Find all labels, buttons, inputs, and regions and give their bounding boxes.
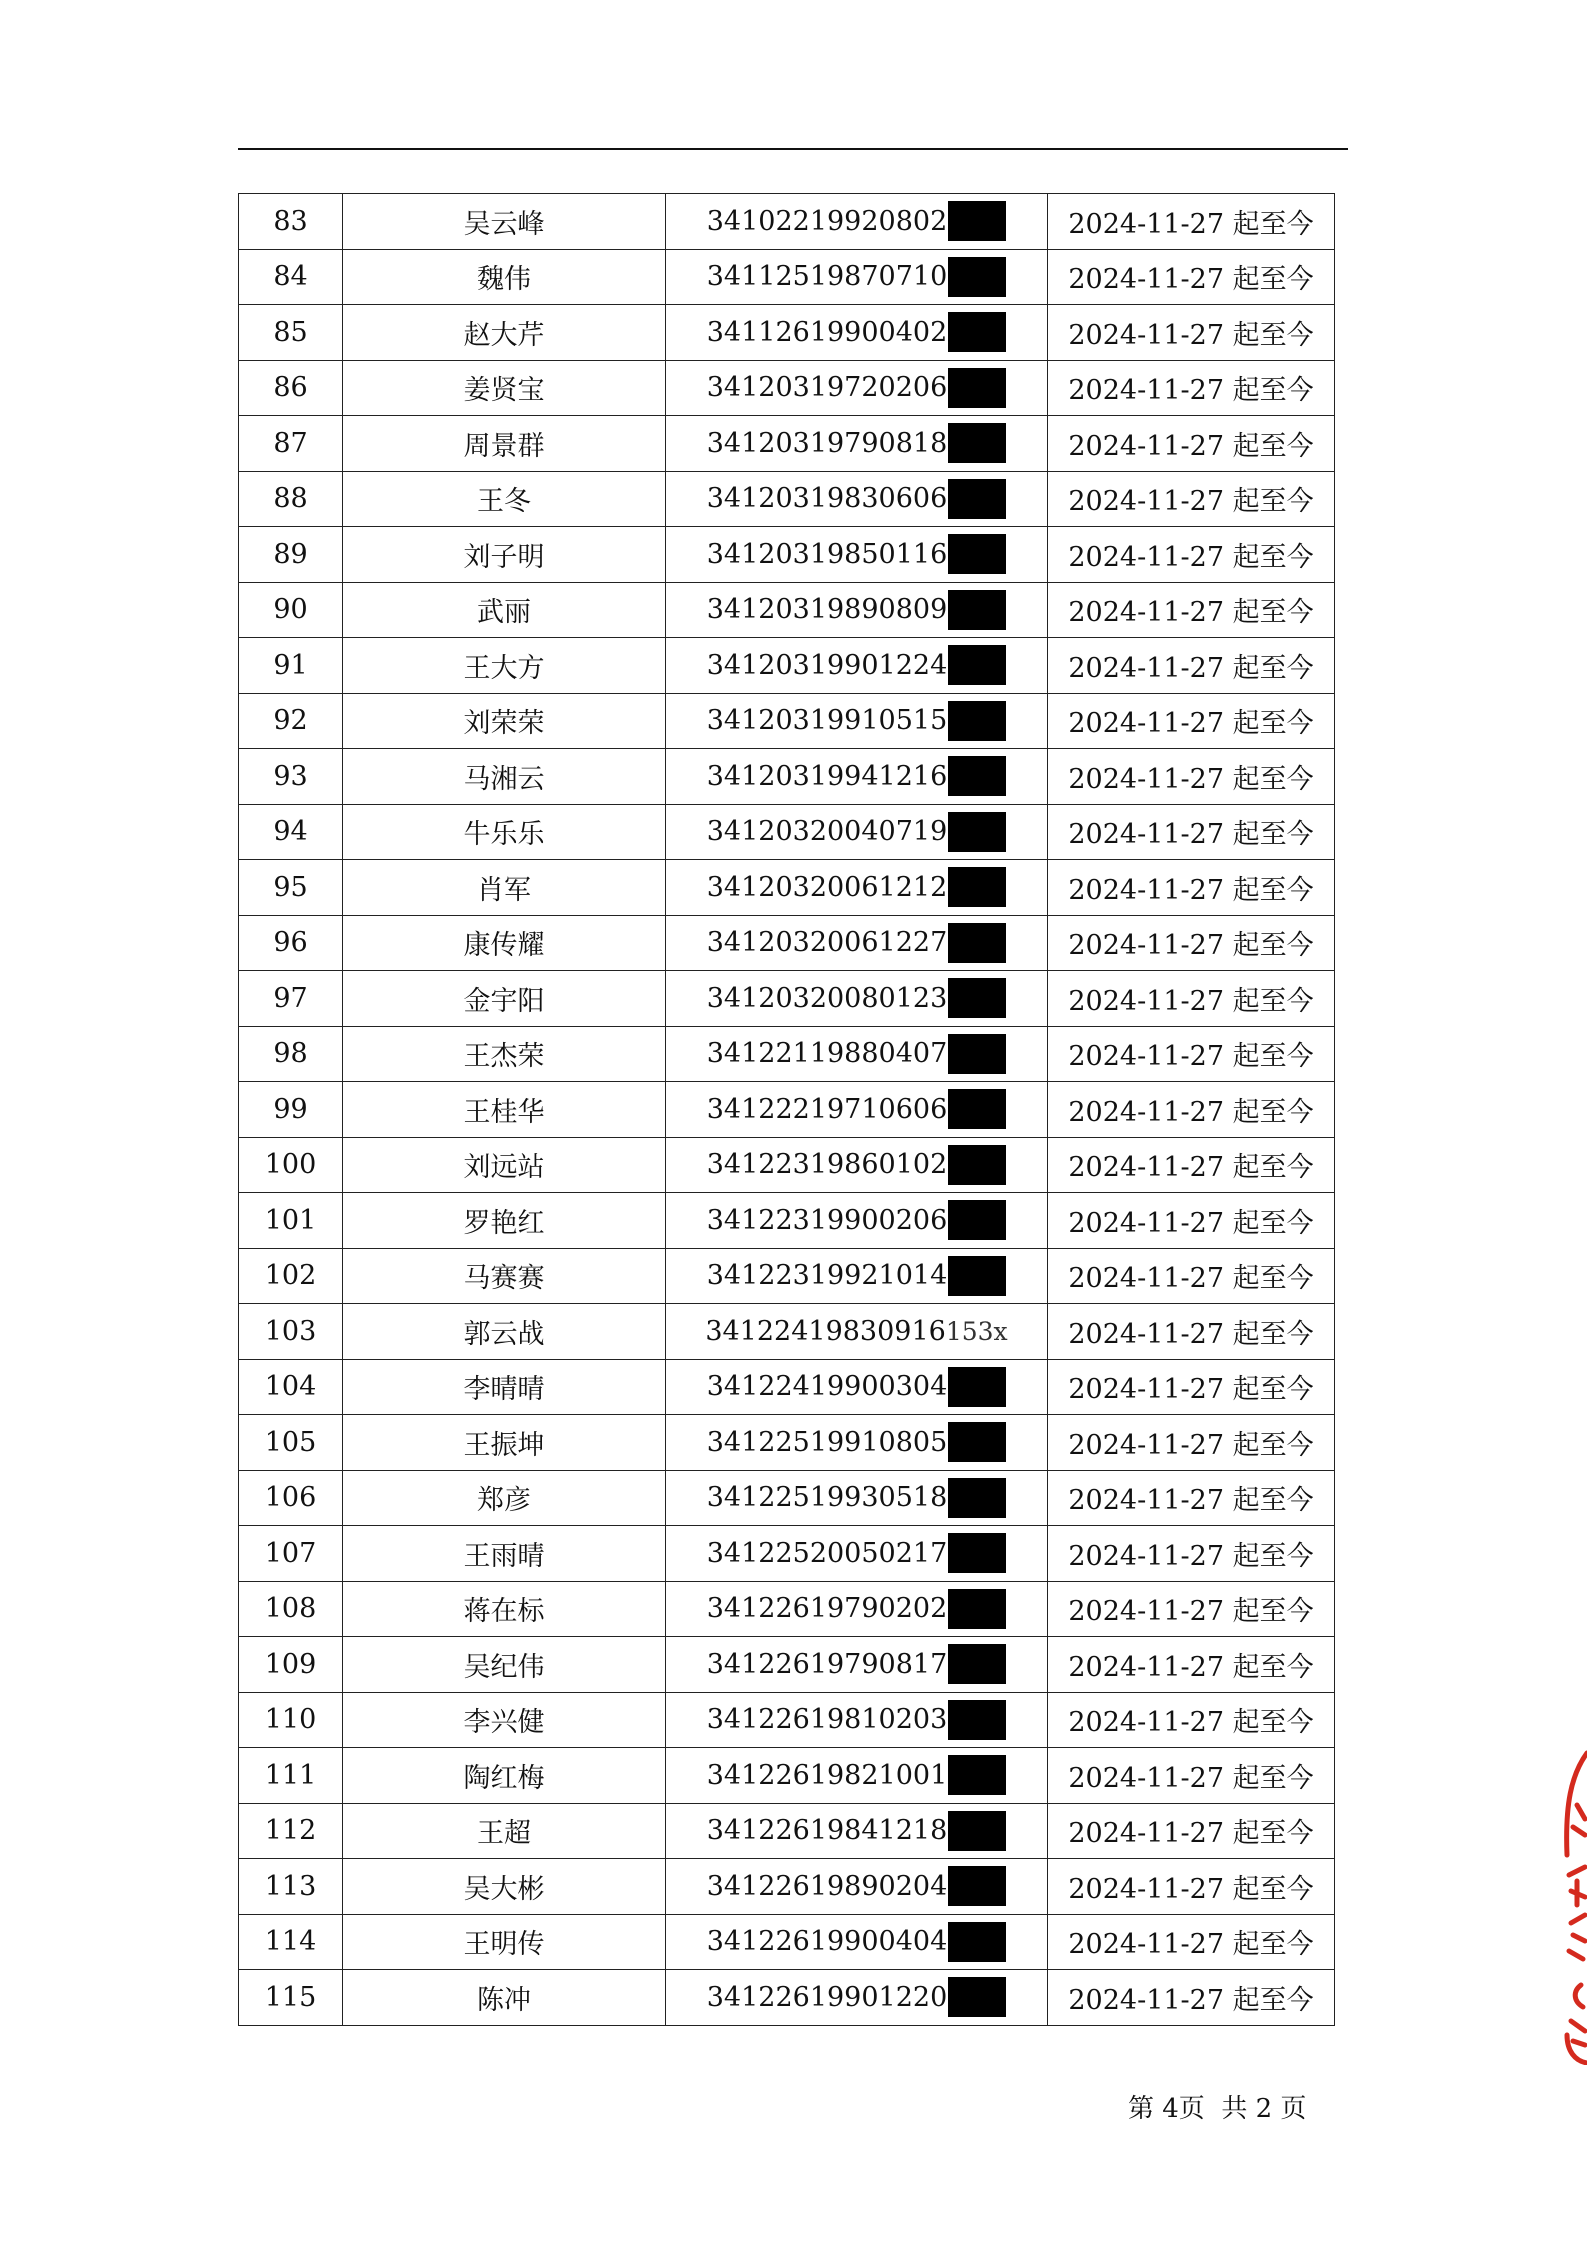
table-row xyxy=(239,582,1335,638)
row-number-cell: 84 xyxy=(239,249,343,305)
period-cell: 2024-11-27 起至今 xyxy=(1048,749,1335,805)
id-number-prefix: 34122519910805 xyxy=(706,1426,948,1458)
row-number-cell: 100 xyxy=(239,1137,343,1193)
period-cell: 2024-11-27 起至今 xyxy=(1048,1803,1335,1859)
id-number xyxy=(707,1478,1007,1518)
roster-body xyxy=(239,194,1335,2026)
table-row xyxy=(239,860,1335,916)
id-number-cell xyxy=(666,915,1048,971)
id-number-prefix: 34122619821001 xyxy=(706,1759,948,1791)
period-cell: 2024-11-27 起至今 xyxy=(1048,915,1335,971)
id-number-cell xyxy=(666,1026,1048,1082)
id-number-cell xyxy=(666,971,1048,1027)
redaction-block xyxy=(948,1145,1006,1185)
table-row xyxy=(239,693,1335,749)
name-cell: 牛乐乐 xyxy=(343,804,666,860)
id-number-prefix: 34122319900206 xyxy=(706,1204,948,1236)
id-number-prefix: 34122520050217 xyxy=(706,1537,948,1569)
id-number-cell xyxy=(666,1415,1048,1471)
name-cell: 刘远站 xyxy=(343,1137,666,1193)
seal-mark-4 xyxy=(1575,1985,1583,2007)
redaction-block xyxy=(948,978,1006,1018)
period-cell: 2024-11-27 起至今 xyxy=(1048,1193,1335,1249)
name-cell: 康传耀 xyxy=(343,915,666,971)
id-number-prefix: 34120319941216 xyxy=(706,760,948,792)
id-number xyxy=(707,978,1007,1018)
row-number-cell: 102 xyxy=(239,1248,343,1304)
id-number-cell xyxy=(666,1637,1048,1693)
name-cell: 郑彦 xyxy=(343,1470,666,1526)
id-number-prefix: 34120320061227 xyxy=(706,927,948,959)
id-number-prefix: 34120320061212 xyxy=(706,871,948,903)
period-cell: 2024-11-27 起至今 xyxy=(1048,1692,1335,1748)
table-row xyxy=(239,1470,1335,1526)
name-cell: 罗艳红 xyxy=(343,1193,666,1249)
id-number xyxy=(707,1367,1007,1407)
id-number-cell xyxy=(666,1304,1048,1360)
table-row xyxy=(239,1137,1335,1193)
seal-stamp-icon xyxy=(1559,1745,1587,2065)
table-row xyxy=(239,1248,1335,1304)
row-number-cell: 96 xyxy=(239,915,343,971)
row-number-cell: 101 xyxy=(239,1193,343,1249)
table-row xyxy=(239,1359,1335,1415)
id-number xyxy=(707,1866,1007,1906)
id-number-cell xyxy=(666,416,1048,472)
seal-arc-bottom xyxy=(1567,2035,1587,2063)
redaction-block xyxy=(948,1700,1006,1740)
id-number xyxy=(707,1533,1007,1573)
id-number-prefix: 34122619900404 xyxy=(706,1926,948,1958)
period-cell: 2024-11-27 起至今 xyxy=(1048,582,1335,638)
id-number xyxy=(707,923,1007,963)
id-number-cell xyxy=(666,1859,1048,1915)
period-cell: 2024-11-27 起至今 xyxy=(1048,1970,1335,2026)
redaction-block xyxy=(948,1256,1006,1296)
redaction-block xyxy=(948,1866,1006,1906)
table-row xyxy=(239,1692,1335,1748)
redaction-block xyxy=(948,645,1006,685)
id-number-cell xyxy=(666,638,1048,694)
row-number-cell: 87 xyxy=(239,416,343,472)
name-cell: 李晴晴 xyxy=(343,1359,666,1415)
id-number-cell xyxy=(666,1359,1048,1415)
row-number-cell: 107 xyxy=(239,1526,343,1582)
id-number xyxy=(707,479,1007,519)
table-row xyxy=(239,804,1335,860)
id-number xyxy=(707,1200,1007,1240)
period-cell: 2024-11-27 起至今 xyxy=(1048,249,1335,305)
id-number xyxy=(707,368,1007,408)
id-number-cell xyxy=(666,1914,1048,1970)
table-row xyxy=(239,194,1335,250)
redaction-block xyxy=(948,1644,1006,1684)
id-number-cell xyxy=(666,1470,1048,1526)
table-row xyxy=(239,1415,1335,1471)
name-cell: 吴纪伟 xyxy=(343,1637,666,1693)
period-cell: 2024-11-27 起至今 xyxy=(1048,1581,1335,1637)
id-number-cell xyxy=(666,471,1048,527)
id-number xyxy=(707,867,1007,907)
table-row xyxy=(239,1970,1335,2026)
table-row xyxy=(239,305,1335,361)
period-cell: 2024-11-27 起至今 xyxy=(1048,804,1335,860)
name-cell: 王明传 xyxy=(343,1914,666,1970)
id-number-prefix: 34112619900402 xyxy=(706,316,948,348)
name-cell: 刘荣荣 xyxy=(343,693,666,749)
id-number xyxy=(707,812,1007,852)
row-number-cell: 105 xyxy=(239,1415,343,1471)
period-cell: 2024-11-27 起至今 xyxy=(1048,1637,1335,1693)
id-number-prefix: 34122119880407 xyxy=(706,1038,948,1070)
id-number-cell xyxy=(666,804,1048,860)
seal-mark-2 xyxy=(1569,1867,1585,1905)
table-row xyxy=(239,527,1335,583)
table-row xyxy=(239,1803,1335,1859)
period-cell: 2024-11-27 起至今 xyxy=(1048,971,1335,1027)
seal-mark-3 xyxy=(1569,1915,1585,1959)
id-number xyxy=(707,534,1007,574)
name-cell: 马赛赛 xyxy=(343,1248,666,1304)
table-row xyxy=(239,1581,1335,1637)
id-number-cell xyxy=(666,693,1048,749)
period-cell: 2024-11-27 起至今 xyxy=(1048,1859,1335,1915)
id-number xyxy=(707,201,1007,241)
redaction-block xyxy=(948,1811,1006,1851)
name-cell: 周景群 xyxy=(343,416,666,472)
seal-mark-1 xyxy=(1573,1805,1585,1835)
id-number-prefix: 34122319921014 xyxy=(706,1260,948,1292)
redaction-block xyxy=(948,1755,1006,1795)
id-number-prefix: 34122519930518 xyxy=(706,1482,948,1514)
id-number-prefix: 34122619790202 xyxy=(706,1593,948,1625)
period-cell: 2024-11-27 起至今 xyxy=(1048,305,1335,361)
id-number xyxy=(707,1256,1007,1296)
redaction-block xyxy=(948,1478,1006,1518)
id-number xyxy=(707,1089,1007,1129)
id-number xyxy=(707,590,1007,630)
row-number-cell: 108 xyxy=(239,1581,343,1637)
period-cell: 2024-11-27 起至今 xyxy=(1048,1026,1335,1082)
id-number-cell xyxy=(666,194,1048,250)
id-number-cell xyxy=(666,1692,1048,1748)
name-cell: 马湘云 xyxy=(343,749,666,805)
row-number-cell: 99 xyxy=(239,1082,343,1138)
id-number-cell xyxy=(666,527,1048,583)
id-number xyxy=(707,1145,1007,1185)
name-cell: 王冬 xyxy=(343,471,666,527)
name-cell: 魏伟 xyxy=(343,249,666,305)
id-number xyxy=(707,1644,1007,1684)
redaction-block xyxy=(948,257,1006,297)
id-number-prefix: 34120320080123 xyxy=(706,982,948,1014)
id-number-prefix: 34120319910515 xyxy=(706,705,948,737)
row-number-cell: 93 xyxy=(239,749,343,805)
period-cell: 2024-11-27 起至今 xyxy=(1048,1748,1335,1804)
id-number xyxy=(707,1589,1007,1629)
redaction-block xyxy=(948,867,1006,907)
id-number xyxy=(705,1316,1007,1347)
table-row xyxy=(239,471,1335,527)
redaction-block xyxy=(948,1367,1006,1407)
name-cell: 王雨晴 xyxy=(343,1526,666,1582)
period-cell: 2024-11-27 起至今 xyxy=(1048,693,1335,749)
period-cell: 2024-11-27 起至今 xyxy=(1048,1470,1335,1526)
id-number-cell xyxy=(666,582,1048,638)
row-number-cell: 109 xyxy=(239,1637,343,1693)
id-number-prefix: 34120319890809 xyxy=(706,594,948,626)
id-number-prefix: 34122619810203 xyxy=(706,1704,948,1736)
id-number xyxy=(707,645,1007,685)
id-number-cell xyxy=(666,305,1048,361)
row-number-cell: 95 xyxy=(239,860,343,916)
row-number-cell: 114 xyxy=(239,1914,343,1970)
table-row xyxy=(239,360,1335,416)
id-number-prefix: 34122619841218 xyxy=(706,1815,948,1847)
name-cell: 陈冲 xyxy=(343,1970,666,2026)
id-number-cell xyxy=(666,1581,1048,1637)
table-row xyxy=(239,416,1335,472)
redaction-block xyxy=(948,1977,1006,2017)
row-number-cell: 85 xyxy=(239,305,343,361)
table-row xyxy=(239,638,1335,694)
period-cell: 2024-11-27 起至今 xyxy=(1048,1526,1335,1582)
period-cell: 2024-11-27 起至今 xyxy=(1048,471,1335,527)
name-cell: 王振坤 xyxy=(343,1415,666,1471)
row-number-cell: 98 xyxy=(239,1026,343,1082)
id-number-cell xyxy=(666,1970,1048,2026)
id-number-cell xyxy=(666,360,1048,416)
period-cell: 2024-11-27 起至今 xyxy=(1048,416,1335,472)
id-number xyxy=(707,1700,1007,1740)
redaction-block xyxy=(948,590,1006,630)
id-number-cell xyxy=(666,749,1048,805)
redaction-block xyxy=(948,756,1006,796)
id-number-prefix: 34122419900304 xyxy=(706,1371,948,1403)
id-number-cell xyxy=(666,1082,1048,1138)
period-cell: 2024-11-27 起至今 xyxy=(1048,527,1335,583)
table-row xyxy=(239,249,1335,305)
table-row xyxy=(239,915,1335,971)
table-row xyxy=(239,1193,1335,1249)
id-number-suffix: 153x xyxy=(945,1316,1008,1346)
row-number-cell: 92 xyxy=(239,693,343,749)
redaction-block xyxy=(948,534,1006,574)
id-number-prefix: 34122219710606 xyxy=(706,1093,948,1125)
name-cell: 金宇阳 xyxy=(343,971,666,1027)
redaction-block xyxy=(948,1533,1006,1573)
id-number-cell xyxy=(666,249,1048,305)
redaction-block xyxy=(948,812,1006,852)
redaction-block xyxy=(948,1922,1006,1962)
row-number-cell: 111 xyxy=(239,1748,343,1804)
table-row xyxy=(239,1859,1335,1915)
seal-stroke-group xyxy=(1567,1753,1587,2063)
period-cell: 2024-11-27 起至今 xyxy=(1048,194,1335,250)
id-number-prefix: 34122619790817 xyxy=(706,1648,948,1680)
id-number-prefix: 34120320040719 xyxy=(706,816,948,848)
redaction-block xyxy=(948,201,1006,241)
id-number xyxy=(707,423,1007,463)
name-cell: 王桂华 xyxy=(343,1082,666,1138)
name-cell: 陶红梅 xyxy=(343,1748,666,1804)
row-number-cell: 88 xyxy=(239,471,343,527)
redaction-block xyxy=(948,1200,1006,1240)
id-number xyxy=(707,1977,1007,2017)
table-row xyxy=(239,1026,1335,1082)
period-cell: 2024-11-27 起至今 xyxy=(1048,1415,1335,1471)
page-number: 第 4页 共 2 页 xyxy=(1128,2094,1307,2124)
row-number-cell: 90 xyxy=(239,582,343,638)
id-number-prefix: 34122319860102 xyxy=(706,1149,948,1181)
redaction-block xyxy=(948,701,1006,741)
id-number xyxy=(707,1034,1007,1074)
name-cell: 赵大芹 xyxy=(343,305,666,361)
period-cell: 2024-11-27 起至今 xyxy=(1048,1359,1335,1415)
table-row xyxy=(239,1914,1335,1970)
name-cell: 刘子明 xyxy=(343,527,666,583)
name-cell: 武丽 xyxy=(343,582,666,638)
id-number-cell xyxy=(666,1526,1048,1582)
id-number-cell xyxy=(666,1803,1048,1859)
name-cell: 李兴健 xyxy=(343,1692,666,1748)
period-cell: 2024-11-27 起至今 xyxy=(1048,1082,1335,1138)
table-row xyxy=(239,1526,1335,1582)
row-number-cell: 112 xyxy=(239,1803,343,1859)
id-number xyxy=(707,1422,1007,1462)
id-number-cell xyxy=(666,1137,1048,1193)
redaction-block xyxy=(948,423,1006,463)
row-number-cell: 86 xyxy=(239,360,343,416)
name-cell: 姜贤宝 xyxy=(343,360,666,416)
redaction-block xyxy=(948,1089,1006,1129)
table-row xyxy=(239,1637,1335,1693)
row-number-cell: 83 xyxy=(239,194,343,250)
table-row xyxy=(239,1304,1335,1360)
redaction-block xyxy=(948,312,1006,352)
id-number xyxy=(707,1922,1007,1962)
period-cell: 2024-11-27 起至今 xyxy=(1048,1304,1335,1360)
id-number-prefix: 34122619890204 xyxy=(706,1870,948,1902)
header-rule xyxy=(238,148,1348,150)
id-number-prefix: 34120319850116 xyxy=(706,538,948,570)
id-number-cell xyxy=(666,860,1048,916)
name-cell: 吴大彬 xyxy=(343,1859,666,1915)
redaction-block xyxy=(948,479,1006,519)
row-number-cell: 104 xyxy=(239,1359,343,1415)
redaction-block xyxy=(948,1034,1006,1074)
redaction-block xyxy=(948,1589,1006,1629)
id-number-prefix: 34120319790818 xyxy=(706,427,948,459)
id-number-prefix: 34122619901220 xyxy=(706,1981,948,2013)
table-row xyxy=(239,971,1335,1027)
id-number xyxy=(707,1755,1007,1795)
id-number-cell xyxy=(666,1193,1048,1249)
period-cell: 2024-11-27 起至今 xyxy=(1048,360,1335,416)
id-number-prefix: 34102219920802 xyxy=(706,205,948,237)
name-cell: 肖军 xyxy=(343,860,666,916)
period-cell: 2024-11-27 起至今 xyxy=(1048,860,1335,916)
id-number-prefix: 34120319901224 xyxy=(706,649,948,681)
name-cell: 王杰荣 xyxy=(343,1026,666,1082)
id-number xyxy=(707,701,1007,741)
row-number-cell: 113 xyxy=(239,1859,343,1915)
id-number xyxy=(707,1811,1007,1851)
table-row xyxy=(239,1748,1335,1804)
name-cell: 郭云战 xyxy=(343,1304,666,1360)
id-number-prefix: 34120319720206 xyxy=(706,372,948,404)
name-cell: 吴云峰 xyxy=(343,194,666,250)
id-number-prefix: 34120319830606 xyxy=(706,483,948,515)
id-number-cell xyxy=(666,1248,1048,1304)
row-number-cell: 89 xyxy=(239,527,343,583)
period-cell: 2024-11-27 起至今 xyxy=(1048,638,1335,694)
name-cell: 王大方 xyxy=(343,638,666,694)
table-row xyxy=(239,1082,1335,1138)
row-number-cell: 106 xyxy=(239,1470,343,1526)
roster-table xyxy=(238,193,1335,2026)
redaction-block xyxy=(948,368,1006,408)
row-number-cell: 97 xyxy=(239,971,343,1027)
table-row xyxy=(239,749,1335,805)
id-number xyxy=(707,756,1007,796)
name-cell: 蒋在标 xyxy=(343,1581,666,1637)
id-number xyxy=(707,312,1007,352)
name-cell: 王超 xyxy=(343,1803,666,1859)
period-cell: 2024-11-27 起至今 xyxy=(1048,1914,1335,1970)
redaction-block xyxy=(948,923,1006,963)
period-cell: 2024-11-27 起至今 xyxy=(1048,1137,1335,1193)
row-number-cell: 94 xyxy=(239,804,343,860)
id-number-prefix: 34112519870710 xyxy=(706,261,948,293)
period-cell: 2024-11-27 起至今 xyxy=(1048,1248,1335,1304)
row-number-cell: 91 xyxy=(239,638,343,694)
row-number-cell: 103 xyxy=(239,1304,343,1360)
row-number-cell: 110 xyxy=(239,1692,343,1748)
seal-mark-5 xyxy=(1571,2021,1585,2045)
id-number-cell xyxy=(666,1748,1048,1804)
row-number-cell: 115 xyxy=(239,1970,343,2026)
id-number xyxy=(707,257,1007,297)
id-number-prefix: 34122419830916 xyxy=(705,1315,946,1347)
redaction-block xyxy=(948,1422,1006,1462)
